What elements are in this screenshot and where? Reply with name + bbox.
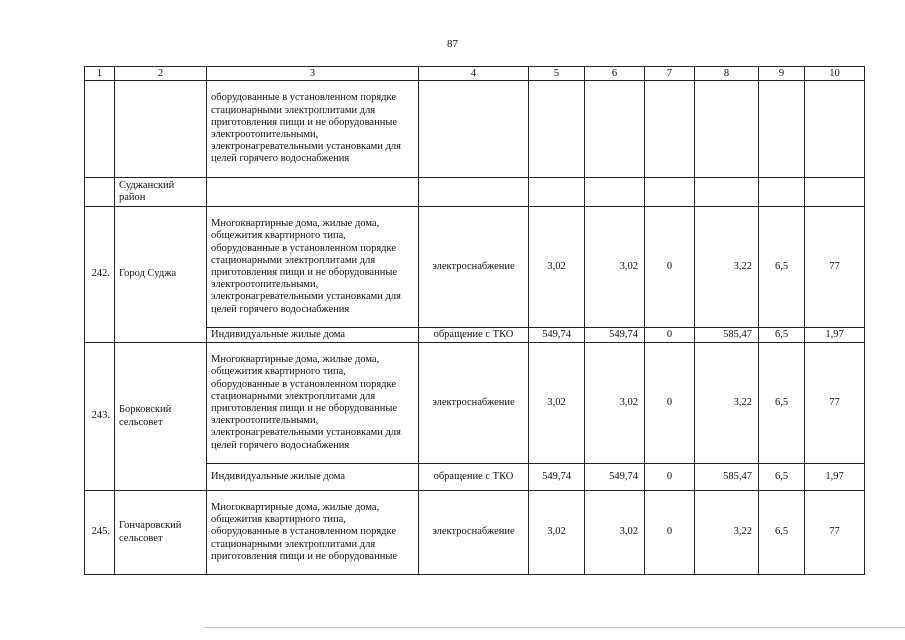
consumer-category: Многоквартирные дома, жилые дома, общежития квартирного типа, оборудованные в установленном порядке стационарными электроплитами для приготовления пищи и не оборудованные (207, 491, 419, 575)
entry-number: 245. (85, 491, 115, 575)
table-row (85, 491, 865, 575)
header-cell: 4 (419, 67, 529, 81)
value-col5: 3,02 (529, 343, 585, 464)
value-col9: 6,5 (759, 343, 805, 464)
value-col6: 549,74 (585, 328, 645, 343)
value-col7: 0 (645, 328, 695, 343)
service-type: обращение с ТКО (419, 328, 529, 343)
value-col6: 3,02 (585, 207, 645, 328)
value-col10: 77 (805, 207, 865, 328)
value-col8: 3,22 (695, 207, 759, 328)
value-col7: 0 (645, 207, 695, 328)
table-row (85, 343, 865, 464)
value-col5: 549,74 (529, 464, 585, 491)
value-col6: 3,02 (585, 343, 645, 464)
consumer-category: Многоквартирные дома, жилые дома, общежития квартирного типа, оборудованные в установленном порядке стационарными электроплитами для приготовления пищи и не оборудованные электроотопительными, электронагревательными установками для целей горячего водоснабжения (207, 343, 419, 464)
value-col8: 3,22 (695, 491, 759, 575)
entry-number: 243. (85, 343, 115, 491)
settlement-name: Город Суджа (115, 207, 207, 343)
header-cell: 8 (695, 67, 759, 81)
header-cell: 7 (645, 67, 695, 81)
table-row-continuation (85, 81, 865, 178)
header-cell: 10 (805, 67, 865, 81)
value-col8: 3,22 (695, 343, 759, 464)
value-col10: 1,97 (805, 464, 865, 491)
consumer-category: оборудованные в установленном порядке стационарными электроплитами для приготовления пищи и не оборудованные электроотопительными, электронагревательными установками для целей горячего водоснабжения (207, 81, 419, 178)
value-col10: 77 (805, 491, 865, 575)
table-row-district (85, 178, 865, 207)
value-col6: 549,74 (585, 464, 645, 491)
header-cell: 6 (585, 67, 645, 81)
value-col8: 585,47 (695, 328, 759, 343)
settlement-name: Гончаровский сельсовет (115, 491, 207, 575)
header-cell: 3 (207, 67, 419, 81)
value-col10: 77 (805, 343, 865, 464)
service-type: электроснабжение (419, 343, 529, 464)
value-col7: 0 (645, 491, 695, 575)
service-type: электроснабжение (419, 491, 529, 575)
value-col7: 0 (645, 464, 695, 491)
header-row (85, 67, 865, 81)
value-col5: 3,02 (529, 491, 585, 575)
scan-edge-line (205, 627, 905, 628)
service-type: электроснабжение (419, 207, 529, 328)
value-col9: 6,5 (759, 328, 805, 343)
header-cell: 9 (759, 67, 805, 81)
value-col7: 0 (645, 343, 695, 464)
consumer-category: Многоквартирные дома, жилые дома, общежития квартирного типа, оборудованные в установленном порядке стационарными электроплитами для приготовления пищи и не оборудованные электроотопительными, электронагревательными установками для целей горячего водоснабжения (207, 207, 419, 328)
value-col9: 6,5 (759, 207, 805, 328)
district-name: Суджанский район (115, 178, 207, 207)
header-cell: 5 (529, 67, 585, 81)
value-col10: 1,97 (805, 328, 865, 343)
value-col8: 585,47 (695, 464, 759, 491)
value-col5: 3,02 (529, 207, 585, 328)
page-number: 87 (447, 38, 458, 50)
tariff-table (84, 66, 865, 575)
consumer-category: Индивидуальные жилые дома (207, 464, 419, 491)
consumer-category: Индивидуальные жилые дома (207, 328, 419, 343)
header-cell: 2 (115, 67, 207, 81)
service-type: обращение с ТКО (419, 464, 529, 491)
settlement-name: Борковский сельсовет (115, 343, 207, 491)
header-cell: 1 (85, 67, 115, 81)
value-col6: 3,02 (585, 491, 645, 575)
value-col9: 6,5 (759, 491, 805, 575)
table-row (85, 207, 865, 328)
entry-number: 242. (85, 207, 115, 343)
value-col5: 549,74 (529, 328, 585, 343)
value-col9: 6,5 (759, 464, 805, 491)
